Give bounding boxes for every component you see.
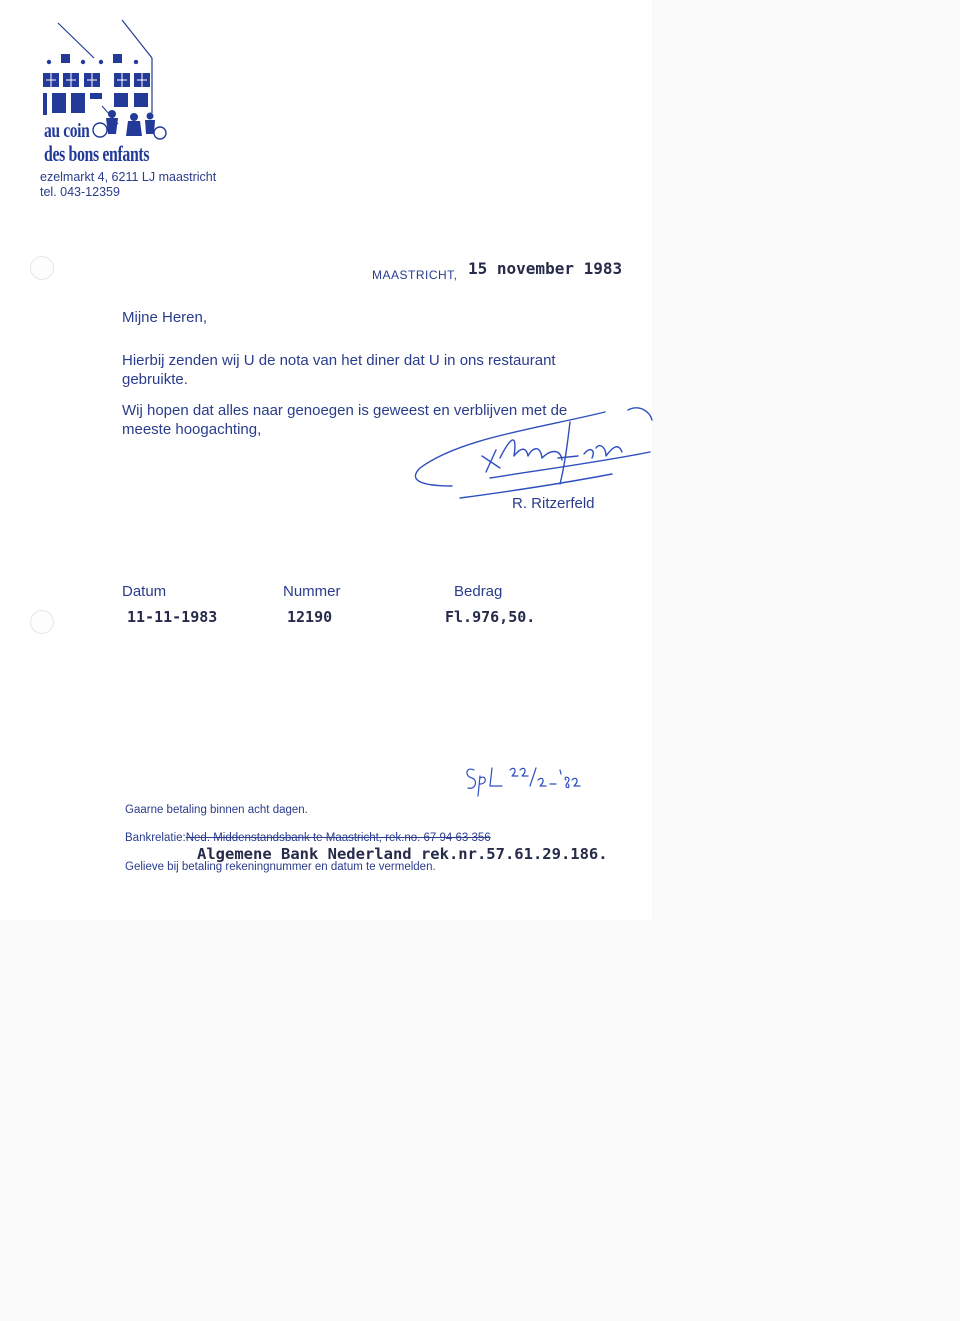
- body-paragraph-2-line-2: meeste hoogachting,: [122, 421, 262, 438]
- handwritten-signature: [400, 398, 660, 508]
- punch-hole-top: [30, 256, 54, 280]
- bank-new-account: Algemene Bank Nederland rek.nr.57.61.29.186.: [197, 845, 608, 863]
- body-paragraph-2-line-1: Wij hopen dat alles naar genoegen is geweest en verblijven met de: [122, 402, 568, 419]
- invoice-number-value: 12190: [287, 608, 333, 626]
- punch-hole-bottom: [30, 610, 54, 634]
- column-header-nummer: Nummer: [283, 583, 341, 600]
- invoice-amount-value: Fl.976,50.: [445, 608, 536, 626]
- bank-relation-row: [125, 832, 491, 844]
- signatory-name: R. Ritzerfeld: [512, 495, 595, 512]
- payment-terms: Gaarne betaling binnen acht dagen.: [125, 804, 308, 816]
- brand-name-line2: des bons enfants: [44, 141, 150, 166]
- salutation: Mijne Heren,: [122, 309, 208, 326]
- invoice-date-value: 11-11-1983: [127, 608, 218, 626]
- handwritten-payment-note: [462, 762, 582, 798]
- dateline-date: 15 november 1983: [468, 259, 623, 278]
- column-header-datum: Datum: [122, 583, 167, 600]
- column-header-bedrag: Bedrag: [454, 583, 503, 600]
- letterhead-address: ezelmarkt 4, 6211 LJ maastricht: [40, 170, 217, 184]
- letterhead-phone: tel. 043-12359: [40, 185, 120, 199]
- payment-reference-note: Gelieve bij betaling rekeningnummer en datum te vermelden.: [125, 861, 436, 873]
- body-paragraph-1-line-1: Hierbij zenden wij U de nota van het diner dat U in ons restaurant: [122, 352, 556, 369]
- bank-label: Bankrelatie:: [125, 832, 186, 844]
- brand-name-line1: au coin: [44, 120, 90, 142]
- dateline-city: MAASTRICHT,: [372, 268, 458, 282]
- body-paragraph-1-line-2: gebruikte.: [122, 371, 188, 388]
- bank-old-account: Ned. Middenstandsbank te Maastricht, rek.no. 67 94 63 356: [185, 832, 491, 844]
